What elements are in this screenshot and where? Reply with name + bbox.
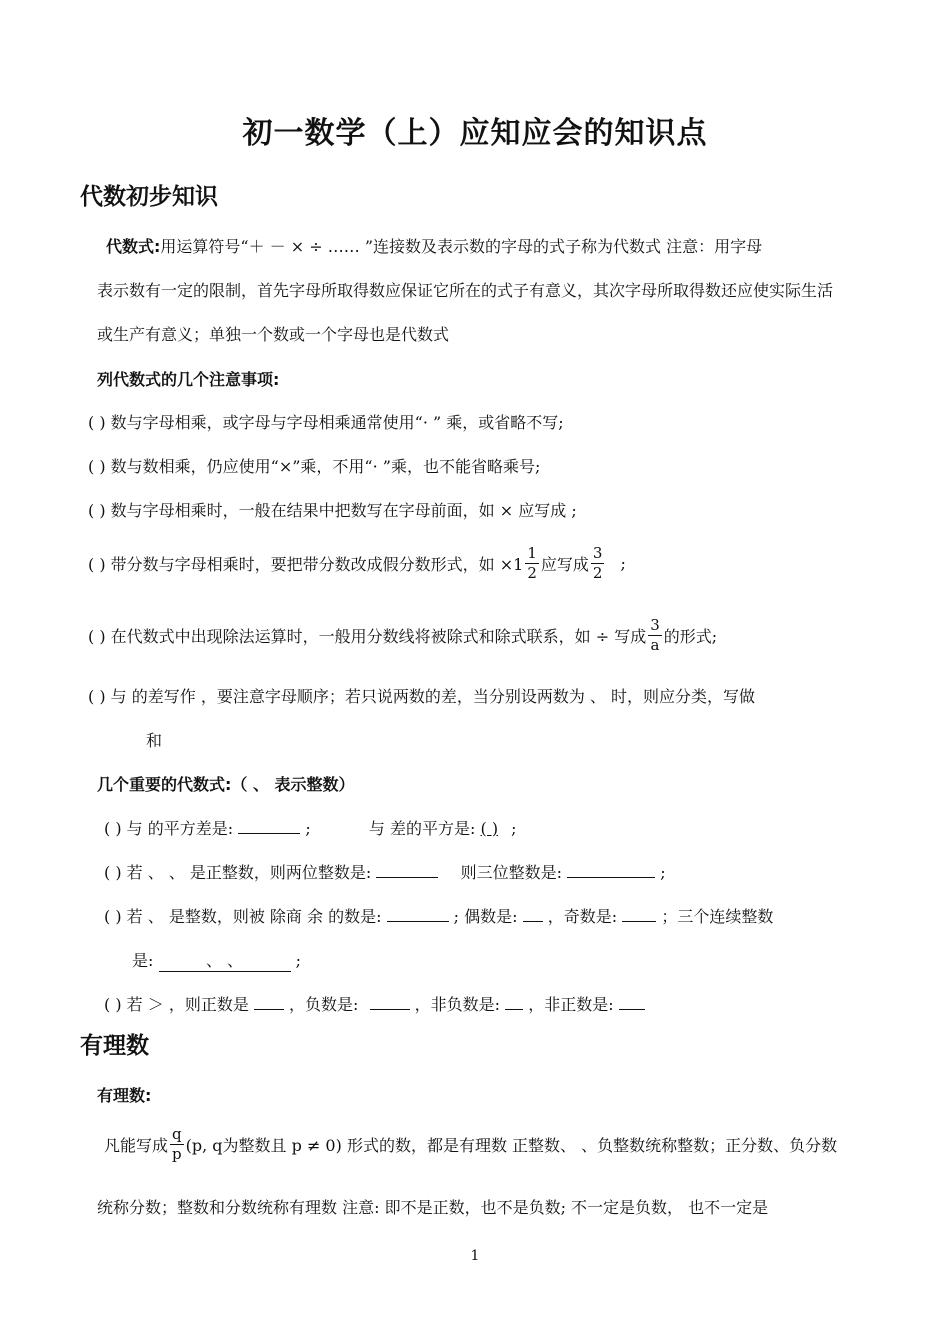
important-3-blank: 、 、: [159, 948, 291, 972]
page-title: 初一数学（上）应知应会的知识点: [242, 116, 708, 151]
important-3-line-2-text: 是:: [132, 951, 154, 970]
note-4-fraction-1: $\frac{1}{2}$: [527, 543, 537, 582]
blank: [622, 907, 656, 922]
notes-heading: 列代数式的几个注意事项:: [97, 370, 280, 389]
rational-fraction: $\frac{q}{p}$: [172, 1124, 182, 1163]
important-2-end: ;: [660, 863, 666, 882]
important-1-text: ( ) 与 的平方差是:: [104, 819, 234, 838]
rational-line-2: 统称分数；整数和分数统称有理数 注意: 即不是正数，也不是负数; 不一定是负数， 也不一定是: [97, 1198, 769, 1217]
definition-text: 用运算符号“＋ － × ÷ …… ”连接数及表示数的字母的式子称为代数式 注意：用字母: [160, 237, 763, 256]
blank: [376, 863, 438, 878]
important-2-text: ( ) 若 、 、 是正整数，则两位整数是:: [104, 863, 372, 882]
important-4-nonpos: ，非正数是:: [528, 995, 614, 1014]
important-1-answer: ( ): [480, 819, 499, 838]
blank: [523, 907, 543, 922]
blank: [238, 819, 300, 834]
note-4-fraction-2: $\frac{3}{2}$: [592, 543, 603, 582]
important-heading: 几个重要的代数式:（ 、 表示整数）: [97, 775, 355, 794]
important-3-line-2-end: ;: [295, 951, 301, 970]
rational-line-1: [104, 1120, 837, 1168]
note-3: ( ) 数与字母相乘时，一般在结果中把数写在字母前面，如 × 应写成 ;: [88, 501, 577, 520]
important-3: [104, 904, 773, 927]
important-3-consecutive: ；三个连续整数: [661, 907, 774, 926]
section-heading-algebra: 代数初步知识: [80, 184, 218, 210]
rational-def-heading: 有理数:: [97, 1086, 152, 1105]
note-4: [88, 540, 626, 586]
important-4-neg: ，负数是:: [289, 995, 359, 1014]
important-2-text-2: 则三位整数是:: [460, 863, 562, 882]
blank: [254, 995, 284, 1010]
important-1-end: ;: [511, 819, 517, 838]
note-5-fraction: $\frac{3}{a}$: [650, 615, 660, 654]
important-1-text-2: 与 差的平方是:: [368, 819, 476, 838]
important-1-sep: ;: [305, 819, 311, 838]
note-6-line-1: ( ) 与 的差写作 ，要注意字母顺序；若只说两数的差，当分别设两数为 、 时，则应分类，写做: [88, 687, 756, 706]
note-1: ( ) 数与字母相乘，或字母与字母相乘通常使用“· ” 乘，或省略不写;: [88, 413, 564, 432]
section-heading-rational: 有理数: [80, 1033, 149, 1059]
rational-line-1-text: 凡能写成: [104, 1135, 169, 1155]
note-5-text: ( ) 在代数式中出现除法运算时，一般用分数线将被除式和除式联系，如 ÷ 写成: [88, 626, 647, 646]
important-4-nonneg: ，非负数是:: [414, 995, 501, 1014]
blank: [619, 995, 645, 1010]
page-number: 1: [470, 1248, 480, 1264]
definition-line-1: [106, 234, 762, 257]
note-4-end: ;: [620, 553, 626, 573]
note-5-end: 的形式;: [663, 626, 718, 646]
note-5: [88, 612, 717, 658]
important-1: [104, 816, 517, 839]
important-2: [104, 860, 666, 883]
definition-line-2: 表示数有一定的限制，首先字母所取得数应保证它所在的式子有意义，其次字母所取得数还应使实际生活: [97, 281, 834, 300]
note-4-mid: 应写成: [540, 554, 589, 574]
important-3-even: ; 偶数是:: [453, 907, 518, 926]
rational-line-1-rest: (p, q为整数且 p ≠ 0) 形式的数，都是有理数 正整数、 、负整数统称整数；正分数、负分数: [185, 1135, 838, 1155]
important-3-line-2: [132, 948, 301, 972]
definition-term: 代数式:: [106, 237, 161, 256]
blank: [567, 863, 655, 878]
important-3-text: ( ) 若 、 是整数，则被 除商 余 的数是:: [104, 907, 382, 926]
important-4-text: ( ) 若 ＞ ，则正数是: [104, 995, 249, 1014]
blank: [387, 907, 449, 922]
note-2: ( ) 数与数相乘，仍应使用“×”乘，不用“· ”乘，也不能省略乘号;: [88, 457, 541, 476]
blank: [370, 995, 410, 1010]
note-6-line-2: 和: [146, 731, 163, 750]
note-4-text: ( ) 带分数与字母相乘时，要把带分数改成假分数形式，如 ×1: [88, 554, 524, 574]
definition-line-3: 或生产有意义；单独一个数或一个字母也是代数式: [97, 325, 450, 344]
blank: [505, 995, 523, 1010]
important-4: [104, 992, 645, 1015]
important-3-odd: ，奇数是:: [547, 907, 618, 926]
